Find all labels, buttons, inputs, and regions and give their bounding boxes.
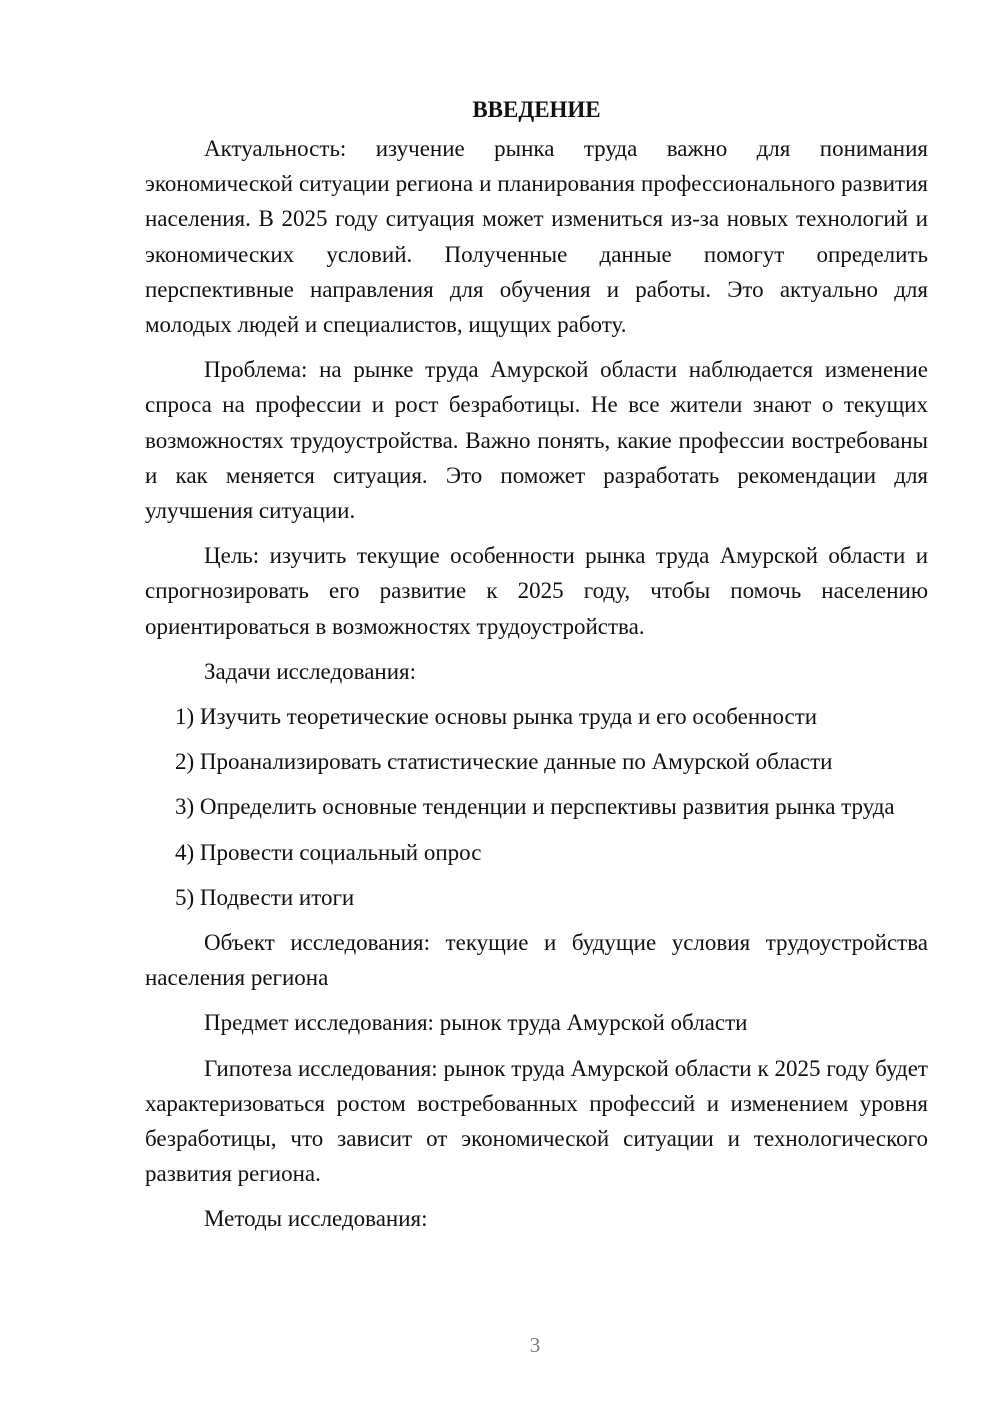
task-item-2: 2) Проанализировать статистические данные по Амурской области — [175, 749, 833, 775]
goal-paragraph: Цель: изучить текущие особенности рынка труда Амурской области и спрогнозировать его развитие к 2025 году, чтобы помочь населению ориентироваться в возможностях трудоустройства. — [145, 543, 928, 639]
relevance-paragraph: Актуальность: изучение рынка труда важно для понимания экономической ситуации региона и планирования профессионального развития населения. В 2025 году ситуация может измениться из-за новых технологий и экономических условий. Полученные данные помогут определить перспективные направления для обучения и работы. Это актуально для молодых людей и специалистов, ищущих работу. — [145, 136, 928, 338]
research-object-paragraph: Объект исследования: текущие и будущие условия трудоустройства населения региона — [145, 930, 928, 991]
methods-heading: Методы исследования: — [204, 1206, 428, 1232]
document-body — [145, 93, 928, 1247]
tasks-heading: Задачи исследования: — [204, 658, 417, 684]
task-item-1: 1) Изучить теоретические основы рынка труда и его особенности — [175, 704, 818, 730]
hypothesis-paragraph: Гипотеза исследования: рынок труда Амурской области к 2025 году будет характеризоваться ростом востребованных профессий и изменением уровня безработицы, что зависит от экономической ситуации и технологического развития региона. — [145, 1055, 928, 1187]
page-number: 3 — [529, 1333, 541, 1357]
task-item-3: 3) Определить основные тенденции и перспективы развития рынка труда — [175, 794, 895, 820]
section-heading: ВВЕДЕНИЕ — [472, 97, 601, 122]
task-item-5: 5) Подвести итоги — [175, 884, 355, 910]
research-subject-paragraph: Предмет исследования: рынок труда Амурской области — [204, 1010, 748, 1036]
problem-paragraph: Проблема: на рынке труда Амурской области наблюдается изменение спроса на профессии и рост безработицы. Не все жители знают о текущих возможностях трудоустройства. Важно понять, какие профессии востребованы и как меняется ситуация. Это поможет разработать рекомендации для улучшения ситуации. — [145, 357, 928, 524]
task-item-4: 4) Провести социальный опрос — [175, 839, 482, 865]
